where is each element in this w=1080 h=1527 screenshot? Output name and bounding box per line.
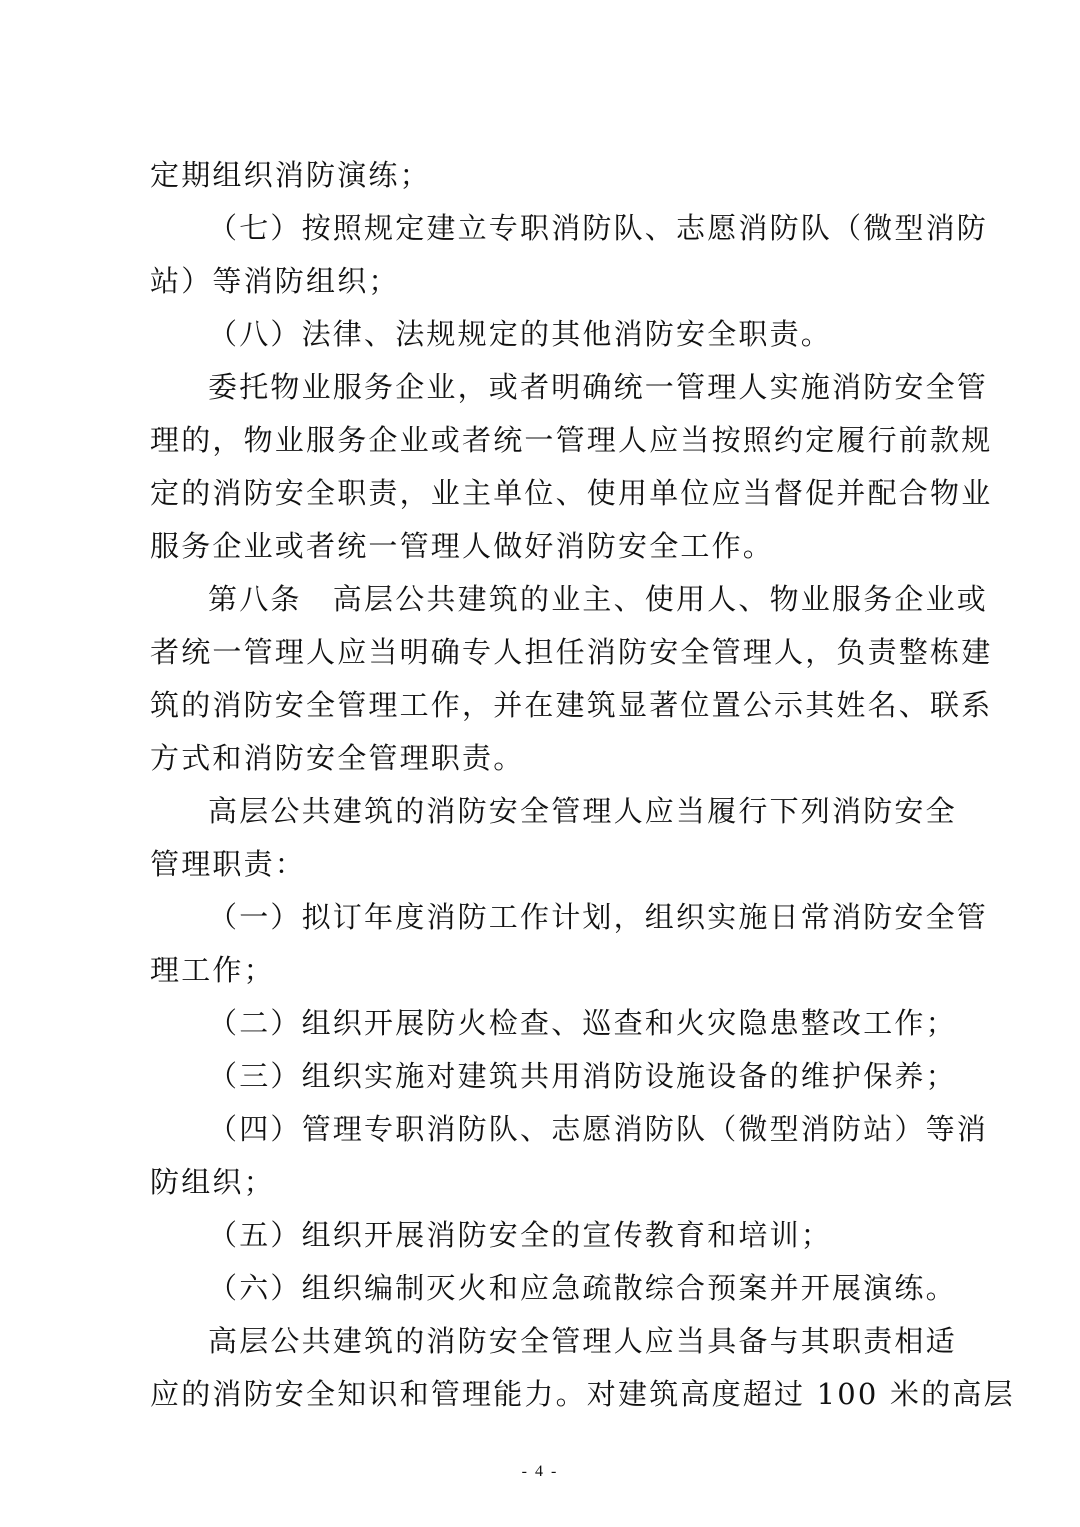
- list-item-line: （六）组织编制灭火和应急疏散综合预案并开展演练。: [208, 1271, 957, 1305]
- text-line: （八）法律、法规规定的其他消防安全职责。: [208, 317, 833, 351]
- text-line: 委托物业服务企业，或者明确统一管理人实施消防安全管: [208, 370, 989, 404]
- text-line: 筑的消防安全管理工作，并在建筑显著位置公示其姓名、联系: [150, 688, 993, 722]
- list-item-line: （五）组织开展消防安全的宣传教育和培训；: [208, 1218, 833, 1252]
- text-line: 站）等消防组织；: [150, 264, 400, 298]
- text-line: 定的消防安全职责，业主单位、使用单位应当督促并配合物业: [150, 476, 993, 510]
- text-line: 方式和消防安全管理职责。: [150, 741, 525, 775]
- list-item-line: （四）管理专职消防队、志愿消防队（微型消防站）等消: [208, 1112, 989, 1146]
- text-line: 理的，物业服务企业或者统一管理人应当按照约定履行前款规: [150, 423, 993, 457]
- text-line: 定期组织消防演练；: [150, 158, 431, 192]
- text-line: 应的消防安全知识和管理能力。对建筑高度超过 100 米的高层: [150, 1377, 1015, 1411]
- page-number: - 4 -: [521, 1463, 559, 1480]
- text-line: 高层公共建筑的消防安全管理人应当履行下列消防安全: [208, 794, 957, 828]
- text-line: 服务企业或者统一管理人做好消防安全工作。: [150, 529, 775, 563]
- text-line: 理工作；: [150, 953, 275, 987]
- article-heading-line: 第八条 高层公共建筑的业主、使用人、物业服务企业或: [208, 582, 989, 616]
- text-line: 高层公共建筑的消防安全管理人应当具备与其职责相适: [208, 1324, 957, 1358]
- list-item-line: （三）组织实施对建筑共用消防设施设备的维护保养；: [208, 1059, 957, 1093]
- text-line: 管理职责：: [150, 847, 307, 881]
- text-line: 者统一管理人应当明确专人担任消防安全管理人，负责整栋建: [150, 635, 993, 669]
- list-item-line: （二）组织开展防火检查、巡查和火灾隐患整改工作；: [208, 1006, 957, 1040]
- text-line: （七）按照规定建立专职消防队、志愿消防队（微型消防: [208, 211, 989, 245]
- text-line: 防组织；: [150, 1165, 275, 1199]
- list-item-line: （一）拟订年度消防工作计划，组织实施日常消防安全管: [208, 900, 989, 934]
